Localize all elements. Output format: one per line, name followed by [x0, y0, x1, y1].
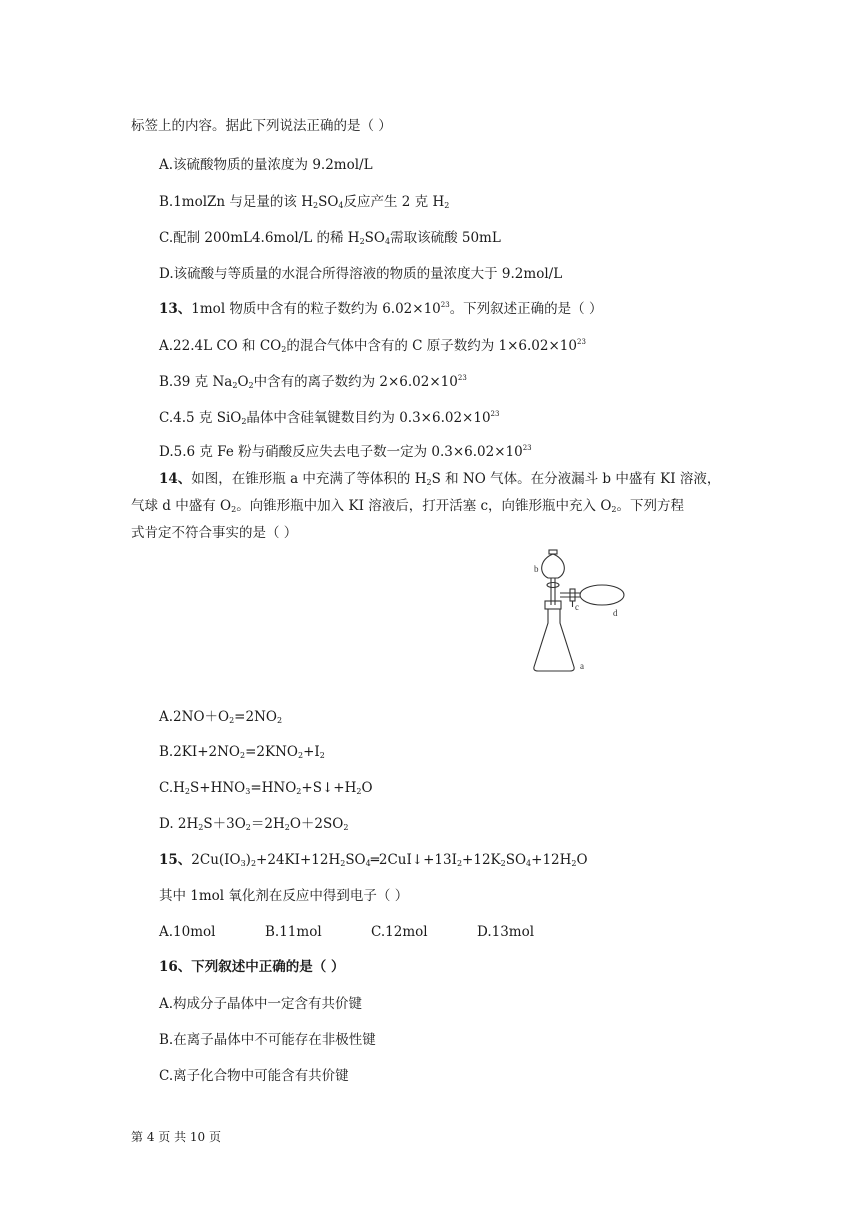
rubber-stopper — [545, 601, 561, 609]
flask-apparatus-diagram — [520, 545, 640, 680]
stopcock-c — [570, 589, 575, 601]
q15-stem: 其中 1mol 氧化剂在反应中得到电子（ ） — [159, 888, 409, 904]
q14-stem-line-1: 14、如图，在锥形瓶 a 中充满了等体积的 $H_2S$ 和 NO 气体。在分液漏斗 b 中盛有 KI 溶液， — [159, 471, 721, 487]
q15-options — [159, 923, 534, 941]
q15-option-d: D.13mol — [477, 924, 535, 940]
q16-stem: 16、下列叙述中正确的是（ ） — [159, 959, 345, 975]
funnel-stopper — [549, 550, 557, 554]
q15-equation: 15、$2Cu(IO_3)_2+24KI+12H_2SO_4═2CuI↓+13I_2+12K_2SO_4+12H_2O$ — [159, 852, 588, 868]
q15-option-c: C.12mol — [371, 924, 428, 940]
label-a: a — [580, 661, 584, 671]
q13-stem: 13、1mol 物质中含有的粒子数约为 $6.02\times 10^{23}$。下列叙述正确的是（ ） — [159, 301, 603, 317]
label-c: c — [575, 602, 579, 612]
q14-option-c: $C.H_2S+HNO_3=HNO_2+S↓+H_2O$ — [159, 780, 373, 796]
separatory-funnel — [542, 554, 565, 578]
q14-option-a: $A.2NO+O_2=2NO_2$ — [159, 709, 283, 725]
apparatus-figure — [520, 545, 640, 680]
q16-option-c: C.离子化合物中可能含有共价键 — [159, 1068, 349, 1084]
q12-option-a: A.该硫酸物质的量浓度为 9.2mol/L — [159, 157, 373, 173]
funnel-stopcock — [547, 583, 559, 588]
q16-option-a: A.构成分子晶体中一定含有共价键 — [159, 996, 363, 1012]
q13-option-c: C.4.5 克 SiO$_2$晶体中含硅氧键数目约为 $0.3\times 6.02\times 10^{23}$ — [159, 410, 500, 426]
q13-option-d: D.5.6 克 Fe 粉与硝酸反应失去电子数一定为 $0.3\times 6.02\times 10^{23}$ — [159, 444, 532, 460]
q13-option-a: A.22.4L CO 和 $CO_2$的混合气体中含有的 C 原子数约为 $1\times 6.02\times 10^{23}$ — [159, 338, 586, 354]
q14-stem-line-3: 式肯定不符合事实的是（ ） — [131, 525, 298, 541]
q15-option-a: A.10mol — [159, 924, 216, 940]
conical-flask — [534, 609, 574, 671]
label-b: b — [534, 564, 539, 574]
q12-option-c: C.配制 200mL4.6mol/L 的稀 $H_2SO_4$需取该硫酸 50mL — [159, 230, 501, 246]
q14-option-b: $B.2KI+2NO_2=2KNO_2+I_2$ — [159, 744, 325, 760]
q13-option-b: B.39 克 $Na_2O_2$中含有的离子数约为 $2\times 6.02\times 10^{23}$ — [159, 374, 467, 390]
page-footer: 第 4 页 共 10 页 — [131, 1130, 221, 1144]
q14-stem-line-2: 气球 d 中盛有 $O_2$。向锥形瓶中加入 KI 溶液后，打开活塞 c，向锥形瓶中充入 $O_2$。下列方程 — [131, 498, 684, 514]
label-d: d — [613, 608, 618, 618]
q14-option-d: D. $2H_2S+3O_2=2H_2O+2SO_2$ — [159, 816, 349, 832]
q12-stem-tail: 标签上的内容。据此下列说法正确的是（ ） — [131, 118, 392, 134]
q15-option-b: B.11mol — [265, 924, 322, 940]
q16-option-b: B.在离子晶体中不可能存在非极性键 — [159, 1032, 376, 1048]
q12-option-b: B.1molZn 与足量的该 $H_2SO_4$反应产生 2 克 $H_2$ — [159, 194, 450, 210]
balloon-d — [580, 585, 624, 605]
q12-option-d: D.该硫酸与等质量的水混合所得溶液的物质的量浓度大于 9.2mol/L — [159, 266, 563, 282]
